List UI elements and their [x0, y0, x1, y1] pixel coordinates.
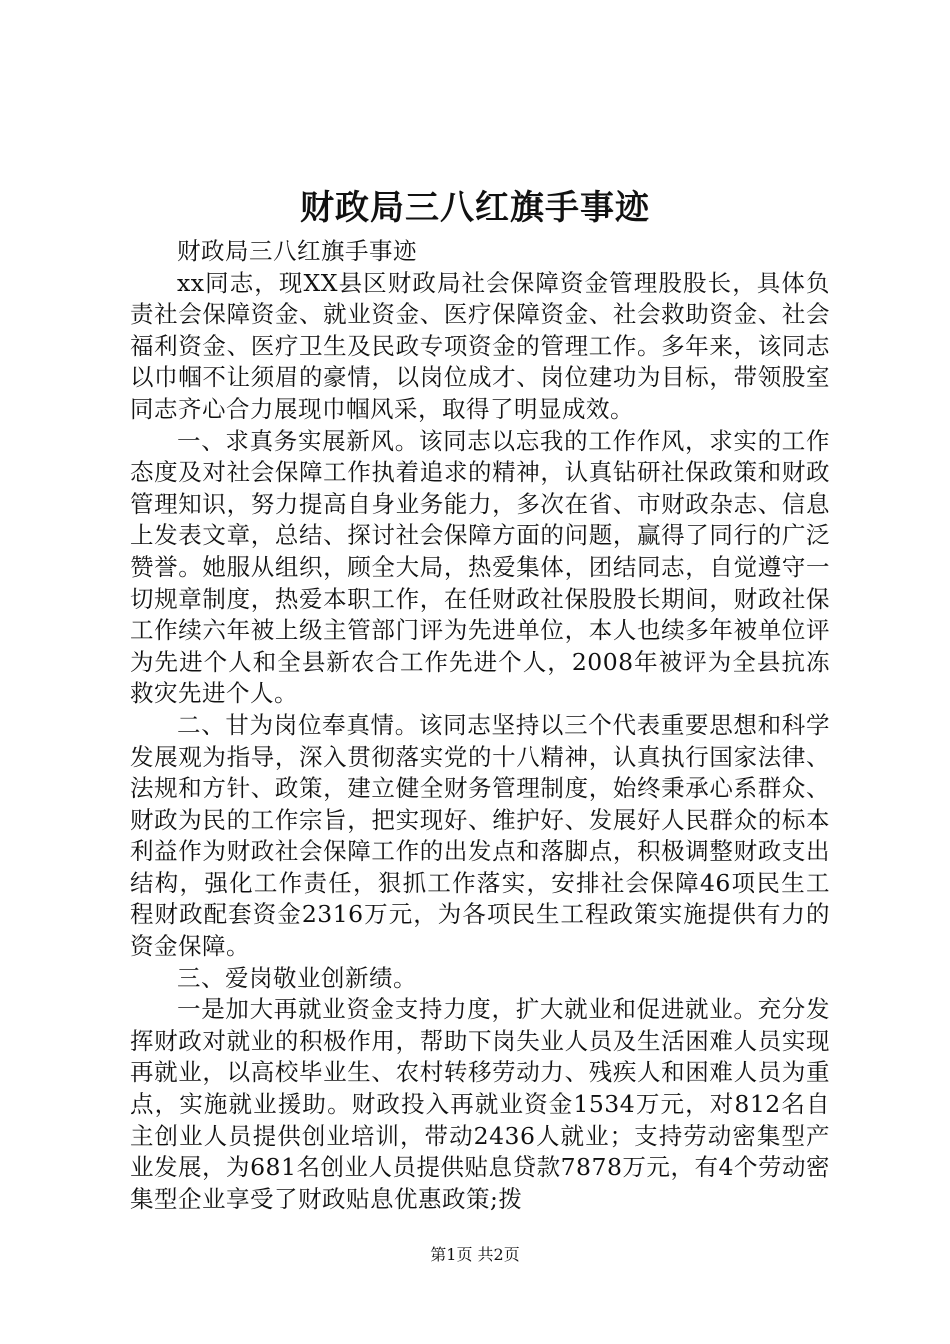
document-title: 财政局三八红旗手事迹	[300, 188, 650, 228]
document-body	[130, 236, 830, 1215]
paragraph-section-3-item-1: 一是加大再就业资金支持力度，扩大就业和促进就业。充分发挥财政对就业的积极作用，帮助下岗失业人员及生活困难人员实现再就业，以高校毕业生、农村转移劳动力、残疾人和困难人员为重点，实施就业援助。财政投入再就业资金1534万元，对812名自主创业人员提供创业培训，带动2436人就业；支持劳动密集型产业发展，为681名创业人员提供贴息贷款7878万元，有4个劳动密集型企业享受了财政贴息优惠政策;拨	[130, 995, 830, 1213]
paragraph-heading: 财政局三八红旗手事迹	[177, 237, 417, 265]
paragraph-section-3-heading: 三、爱岗敬业创新绩。	[177, 963, 417, 992]
page-footer: 第1页 共2页	[430, 1245, 520, 1264]
paragraph-section-2: 二、甘为岗位奉真情。该同志坚持以三个代表重要思想和科学发展观为指导，深入贯彻落实党的十八精神，认真执行国家法律、法规和方针、政策，建立健全财务管理制度，始终秉承心系群众、财政为民的工作宗旨，把实现好、维护好、发展好人民群众的标本利益作为财政社会保障工作的出发点和落脚点，积极调整财政支出结构，强化工作责任，狠抓工作落实，安排社会保障46项民生工程财政配套资金2316万元，为各项民生工程政策实施提供有力的资金保障。	[130, 710, 830, 961]
paragraph-section-1: 一、求真务实展新风。该同志以忘我的工作作风，求实的工作态度及对社会保障工作执着追求的精神，认真钻研社保政策和财政管理知识，努力提高自身业务能力，多次在省、市财政杂志、信息上发表文章，总结、探讨社会保障方面的问题，赢得了同行的广泛赞誉。她服从组织，顾全大局，热爱集体，团结同志，自觉遵守一切规章制度，热爱本职工作，在任财政社保股股长期间，财政社保工作续六年被上级主管部门评为先进单位，本人也续多年被单位评为先进个人和全县新农合工作先进个人，2008年被评为全县抗冻救灾先进个人。	[130, 426, 830, 708]
paragraph-intro: xx同志，现XX县区财政局社会保障资金管理股股长，具体负责社会保障资金、就业资金、医疗保障资金、社会救助资金、社会福利资金、医疗卫生及民政专项资金的管理工作。多年来，该同志以巾帼不让须眉的豪情，以岗位成才、岗位建功为目标，带领股室同志齐心合力展现巾帼风采，取得了明显成效。	[130, 268, 830, 423]
